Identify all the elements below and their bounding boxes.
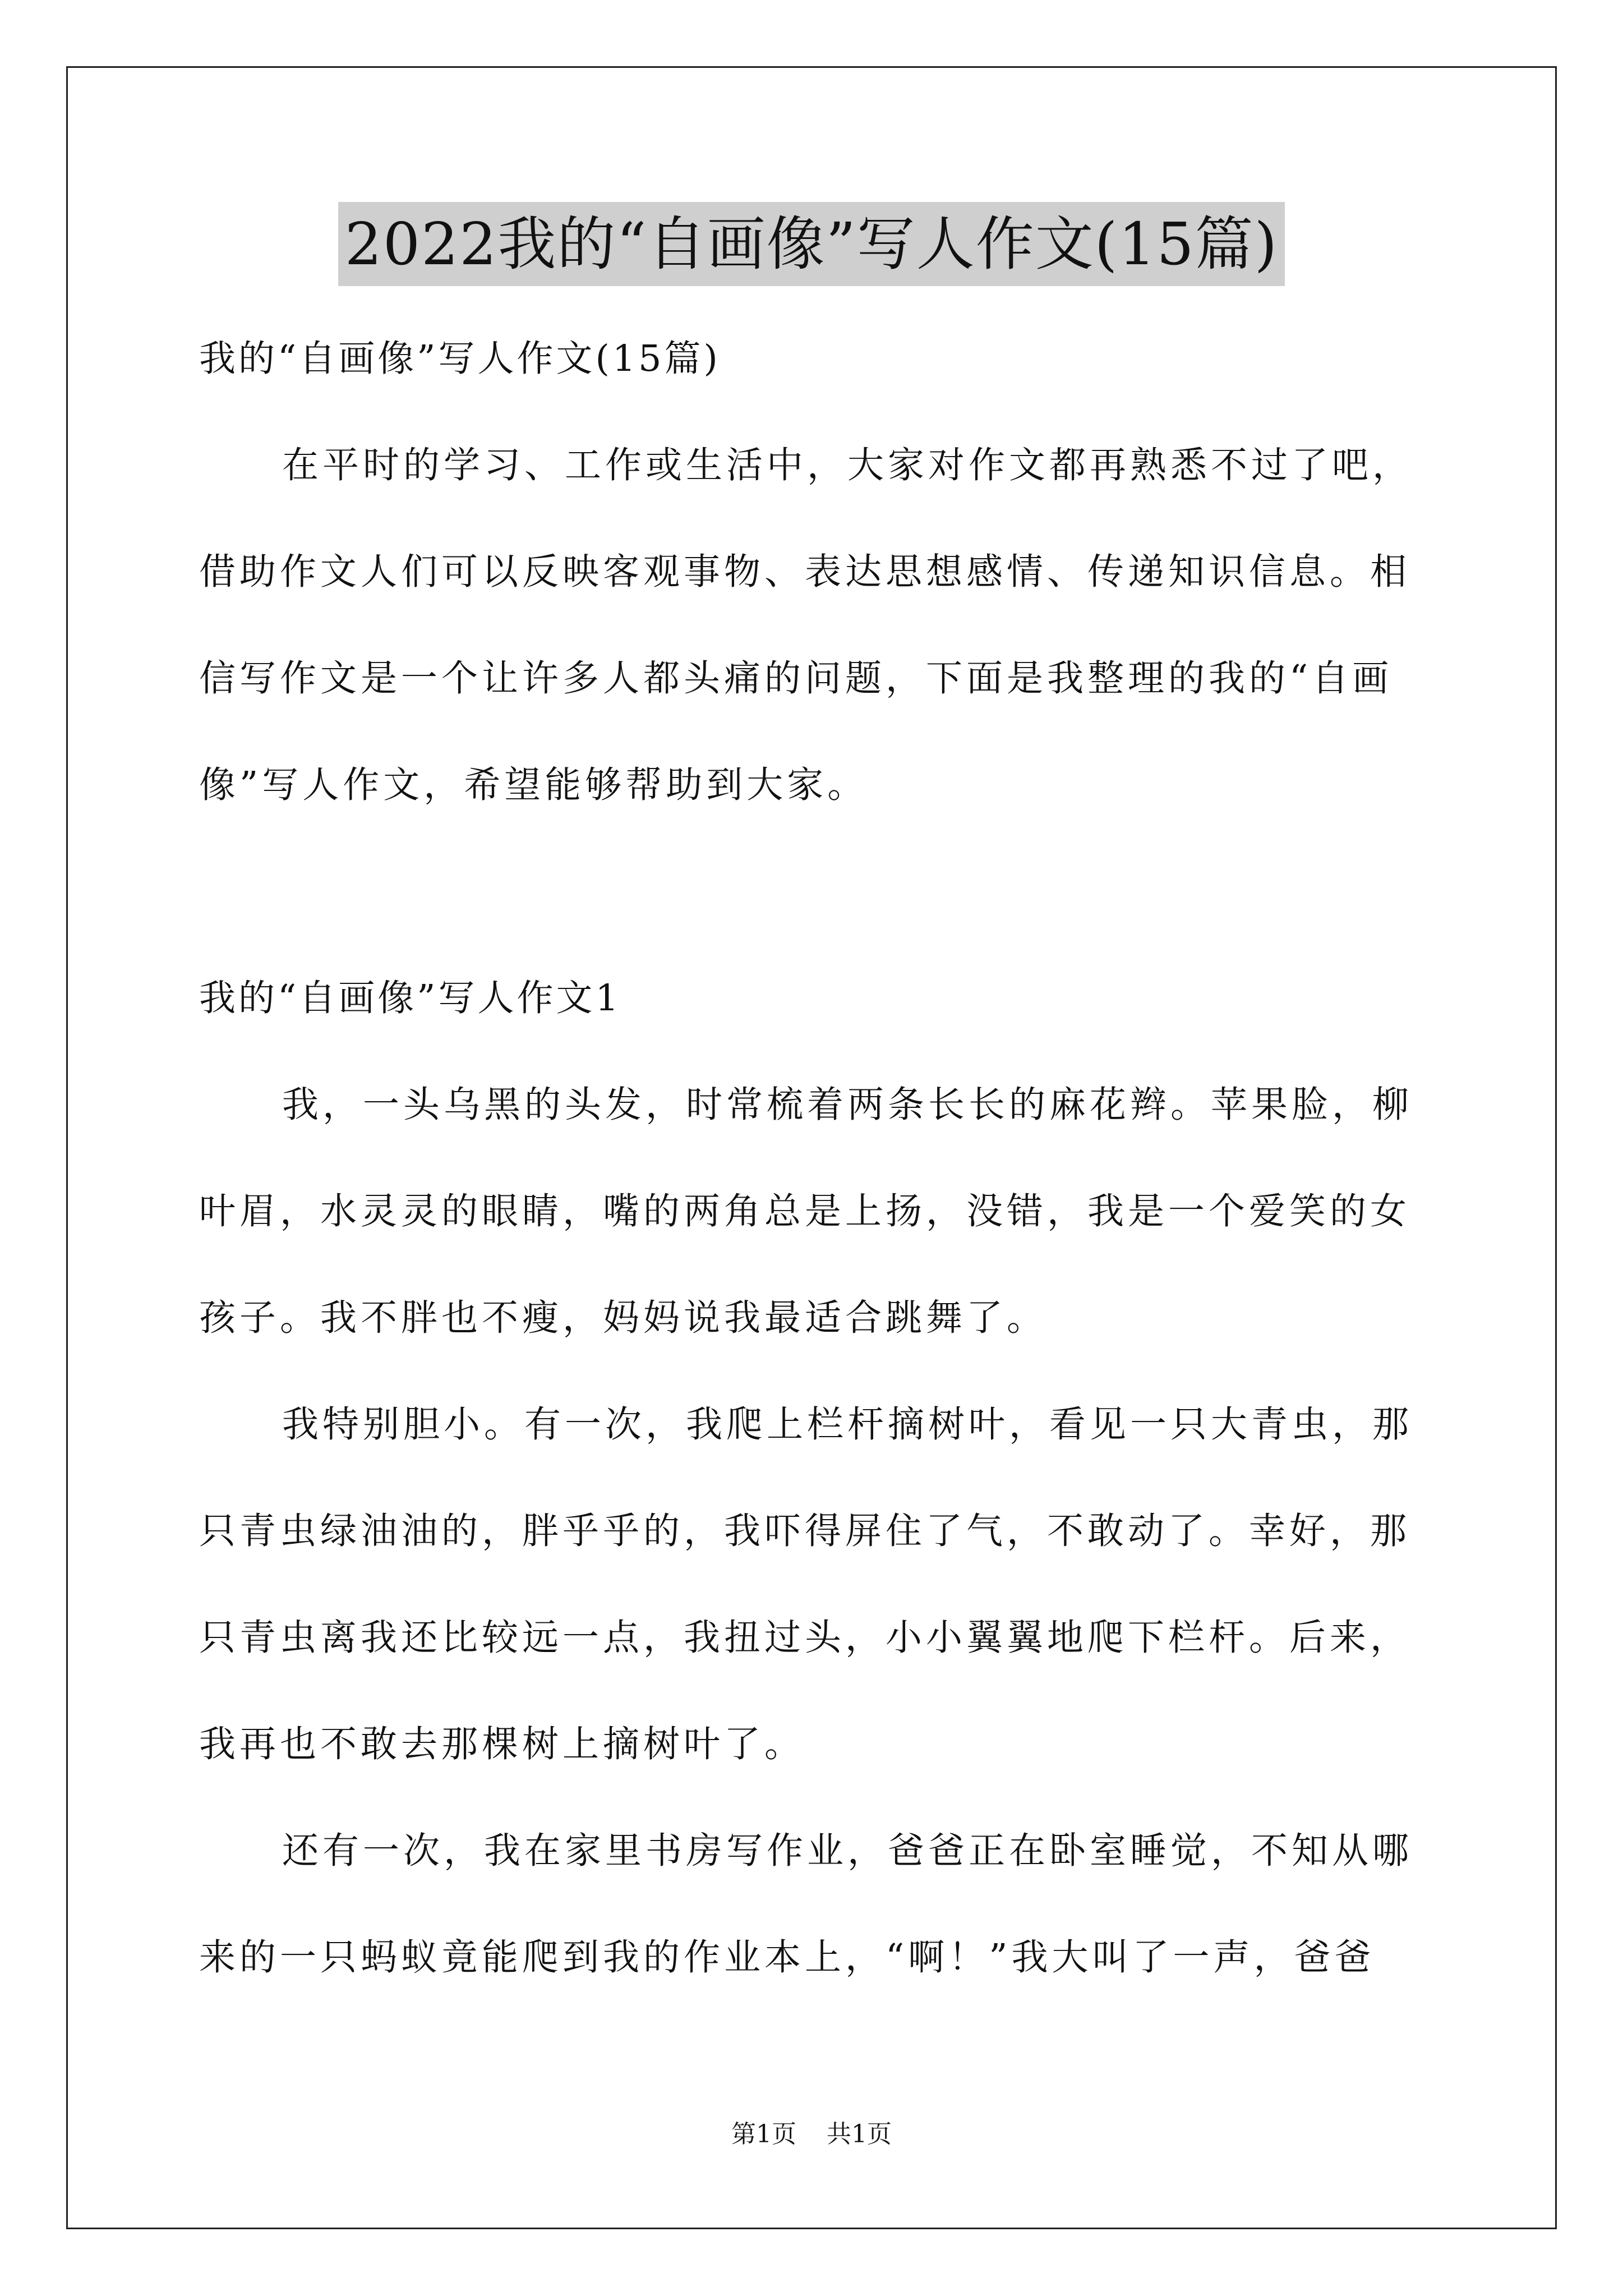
intro-heading: 我的“自画像”写人作文(15篇): [199, 338, 721, 380]
intro-line: 借助作文人们可以反映客观事物、表达思想感情、传递知识信息。相: [199, 551, 1411, 593]
page-footer: [0, 2118, 1623, 2151]
paragraph-line: 孩子。我不胖也不瘦，妈妈说我最适合跳舞了。: [199, 1297, 1048, 1339]
page-number-total: 共1页: [827, 2120, 892, 2148]
paragraph-line: 我特别胆小。有一次，我爬上栏杆摘树叶，看见一只大青虫，那: [282, 1404, 1413, 1446]
paragraph-line: 还有一次，我在家里书房写作业，爸爸正在卧室睡觉，不知从哪: [282, 1830, 1413, 1872]
intro-line: 信写作文是一个让许多人都头痛的问题，下面是我整理的我的“自画: [199, 657, 1393, 700]
paragraph-line: 只青虫绿油油的，胖乎乎的，我吓得屏住了气，不敢动了。幸好，那: [199, 1510, 1411, 1552]
section-spacer: [199, 839, 1433, 945]
document-title: 2022我的“自画像”写人作文(15篇): [338, 202, 1285, 286]
paragraph-line: 我再也不敢去那棵树上摘树叶了。: [199, 1723, 805, 1765]
intro-line: 在平时的学习、工作或生活中，大家对作文都再熟悉不过了吧，: [282, 444, 1413, 486]
paragraph-line: 叶眉，水灵灵的眼睛，嘴的两角总是上扬，没错，我是一个爱笑的女: [199, 1190, 1411, 1232]
title-container: [0, 202, 1623, 286]
essay-heading: 我的“自画像”写人作文1: [199, 977, 621, 1019]
document-body: [199, 306, 1433, 2011]
paragraph-line: 来的一只蚂蚁竟能爬到我的作业本上，“啊！”我大叫了一声，爸爸: [199, 1936, 1375, 1978]
page-number-current: 第1页: [731, 2120, 796, 2148]
intro-line: 像”写人作文，希望能够帮助到大家。: [199, 764, 868, 806]
paragraph-line: 我，一头乌黑的头发，时常梳着两条长长的麻花辫。苹果脸，柳: [282, 1084, 1413, 1126]
paragraph-line: 只青虫离我还比较远一点，我扭过头，小小翼翼地爬下栏杆。后来，: [199, 1617, 1411, 1659]
